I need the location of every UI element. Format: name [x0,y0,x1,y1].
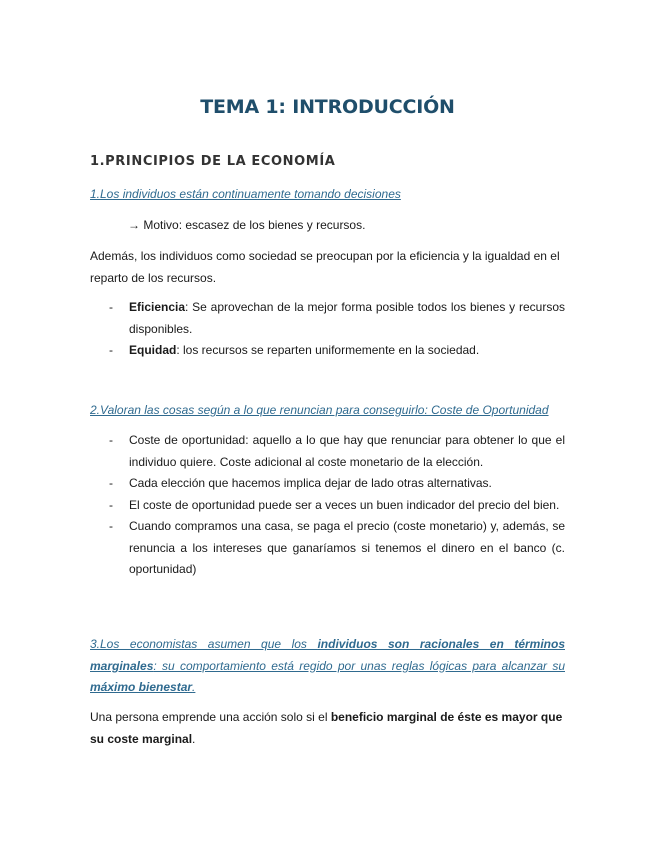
motivo-line [128,215,568,237]
list-item-text: Cada elección que hacemos implica dejar de lado otras alternativas. [129,476,492,490]
principle-1-paragraph: Además, los individuos como sociedad se preocupan por la eficiencia y la igualdad en el reparto de los recursos. [90,249,560,285]
list-item [90,340,565,362]
principle-2-list [90,430,565,581]
dash-bullet: - [109,343,113,357]
list-item-term: Eficiencia [129,300,186,314]
heading-text: 3.Los economistas asumen que los [90,637,318,651]
section-heading: 1.PRINCIPIOS DE LA ECONOMÍA [90,154,336,169]
paragraph-text: . [192,731,196,746]
list-item [90,297,565,340]
principle-2-heading: 2.Valoran las cosas según a lo que renuncian para conseguirlo: Coste de Oportunidad [90,403,549,417]
list-item [90,495,565,517]
paragraph-text: Una persona emprende una acción solo si el [90,710,331,724]
list-item-text: : Se aprovechan de la mejor forma posible todos los bienes y recursos disponibles. [129,300,565,336]
dash-bullet: - [109,300,113,314]
dash-bullet: - [109,519,113,533]
list-item-text: Cuando compramos una casa, se paga el precio (coste monetario) y, además, se renuncia a los intereses que ganaríamos si tenemos el dinero en el banco (c. oportunidad) [129,519,565,576]
paragraph-bold-text: beneficio marginal de éste es mayor que su coste marginal [90,710,563,746]
list-item [90,430,565,473]
list-item [90,473,565,495]
heading-text: . [192,680,196,694]
heading-text: : su comportamiento está regido por unas reglas lógicas para alcanzar su [153,658,565,673]
document-title: TEMA 1: INTRODUCCIÓN [200,96,455,118]
list-item-term: Equidad [129,343,177,357]
arrow-right-icon: → [128,218,140,232]
dash-bullet: - [109,476,113,490]
list-item-text: Coste de oportunidad: aquello a lo que hay que renunciar para obtener lo que el individuo quiere. Coste adicional al coste monetario de la elección. [129,433,565,469]
list-item-text: : los recursos se reparten uniformemente en la sociedad. [176,343,480,357]
principle-3-paragraph [90,707,565,750]
principle-1-heading: 1.Los individuos están continuamente tomando decisiones [90,187,401,201]
heading-bold-text: individuos son racionales en términos marginales [90,637,565,673]
principle-3-heading [90,634,565,699]
dash-bullet: - [109,433,113,447]
heading-bold-text: máximo bienestar [90,680,193,694]
motivo-text: Motivo: escasez de los bienes y recursos. [143,218,366,232]
list-item [90,516,565,581]
list-item-text: El coste de oportunidad puede ser a veces un buen indicador del precio del bien. [129,497,560,512]
dash-bullet: - [109,497,113,512]
principle-1-list [90,297,565,362]
